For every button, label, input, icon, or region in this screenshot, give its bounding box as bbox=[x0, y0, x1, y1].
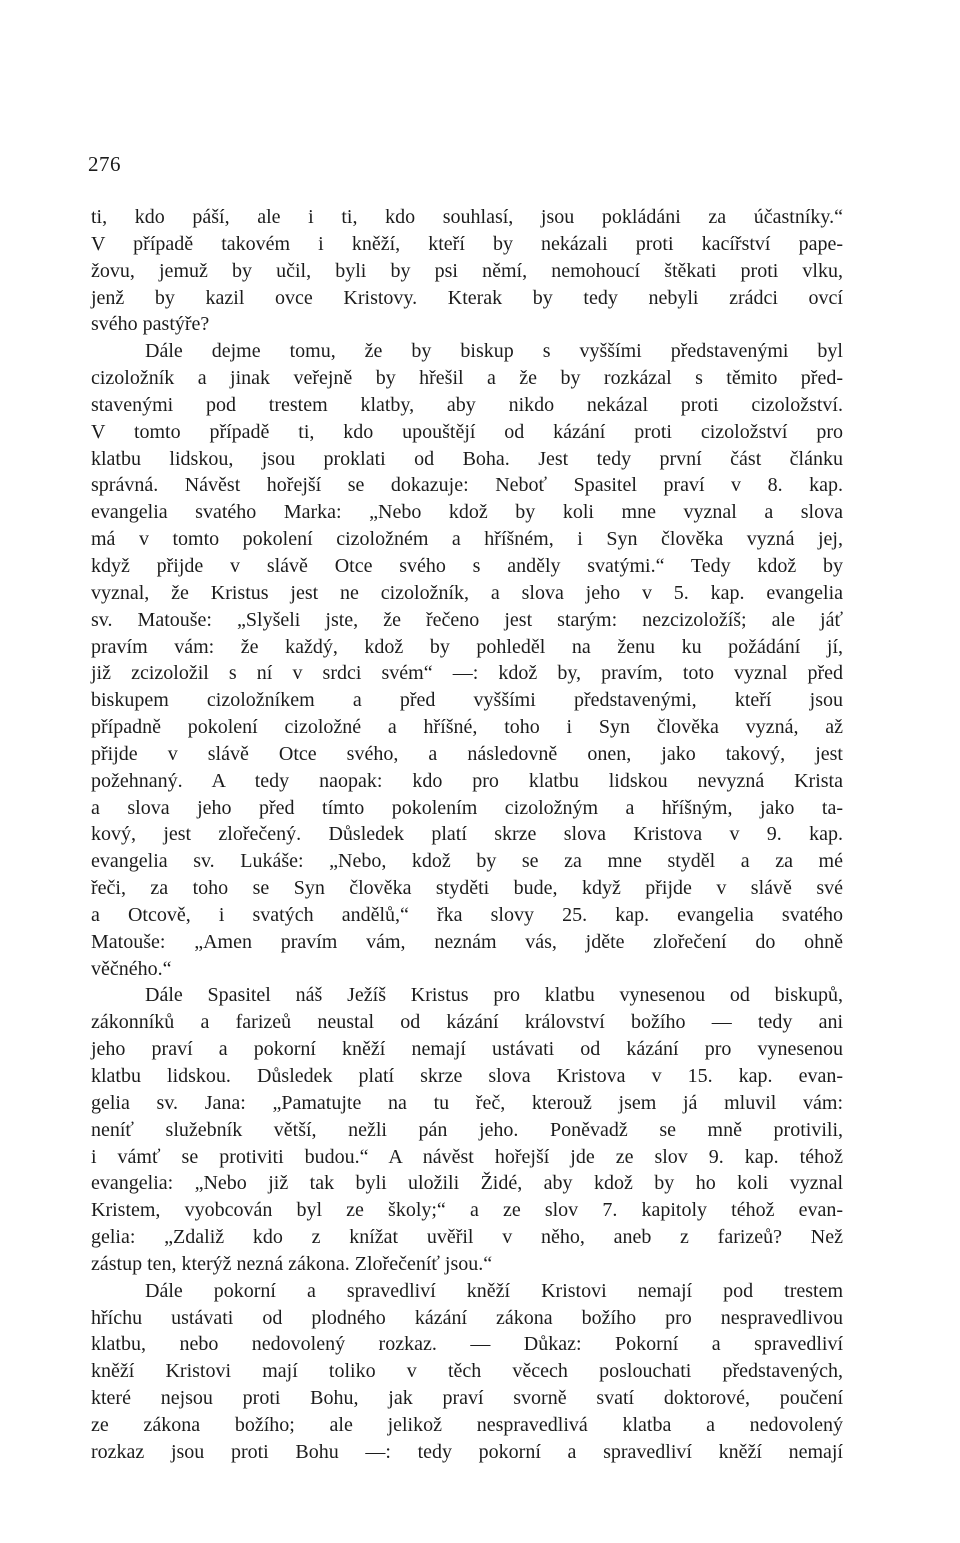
text-line: požehnaný. A tedy naopak: kdo pro klatbu lidskou nevyzná Krista bbox=[91, 769, 843, 792]
text-line: přijde v slávě Otce svého, a následovně onen, jako takový, jest bbox=[91, 742, 843, 765]
text-line: správná. Návěst hořejší se dokazuje: Neboť Spasitel praví v 8. kap. bbox=[91, 474, 843, 497]
text-line: gelia: „Zdaliž kdo z knížat uvěřil v něho, aneb z farizeů? Než bbox=[91, 1226, 843, 1249]
text-line: řeči, za toho se Syn člověka styděti bude, když přijde v slávě své bbox=[91, 877, 843, 900]
text-line: jeho praví a pokorní kněží nemají ustávati od kázání pro vynesenou bbox=[91, 1038, 843, 1061]
text-line: Dále Spasitel náš Ježíš Kristus pro klatbu vynesenou od biskupů, bbox=[145, 984, 843, 1007]
text-line: evangelia sv. Lukáše: „Nebo, kdož by se za mne styděl a za mé bbox=[91, 850, 843, 873]
text-line: evangelia: „Nebo již tak byli uložili Židé, aby kdož by ho koli vyznal bbox=[91, 1172, 843, 1195]
text-line: vyznal, že Kristus jest ne cizoložník, a slova jeho v 5. kap. evangelia bbox=[91, 581, 843, 604]
text-line: zákonníků a farizeů neustal od kázání království božího — tedy ani bbox=[91, 1011, 843, 1034]
text-line: hříchu ustávati od plodného kázání zákona božího pro nespravedlivou bbox=[91, 1306, 843, 1329]
text-line: sv. Matouše: „Slyšeli jste, že řečeno jest starým: nezcizoložíš; ale jáť bbox=[91, 608, 843, 631]
text-body bbox=[91, 204, 843, 1466]
text-line: V tomto případě ti, kdo upouštějí od kázání proti cizoložství pro bbox=[91, 420, 843, 443]
text-line: případně pokolení cizoložné a hříšné, toho i Syn člověka vyzná, až bbox=[91, 716, 843, 739]
text-line: má v tomto pokolení cizoložném a hříšném, i Syn člověka vyzná jej, bbox=[91, 528, 843, 551]
text-line: i vámť se protiviti budou.“ A návěst hořejší jde ze slov 9. kap. téhož bbox=[91, 1145, 843, 1168]
text-line: ti, kdo páší, ale i ti, kdo souhlasí, jsou pokládáni za účastníky.“ bbox=[91, 206, 843, 228]
text-line: Matouše: „Amen pravím vám, neznám vás, jděte zlořečení do ohně bbox=[91, 930, 843, 953]
text-line: svého pastýře? bbox=[91, 313, 210, 336]
page-number: 276 bbox=[88, 152, 121, 176]
text-line: V případě takovém i kněží, kteří by nekázali proti kacířství pape- bbox=[91, 232, 843, 255]
text-line: kněží Kristovi mají toliko v těch věcech poslouchati představených, bbox=[91, 1360, 843, 1383]
text-line: klatbu lidskou. Důsledek platí skrze slova Kristova v 15. kap. evan- bbox=[91, 1065, 843, 1087]
text-line: klatbu, nebo nedovolený rozkaz. — Důkaz: Pokorní a spravedliví bbox=[91, 1333, 843, 1356]
text-line: klatbu lidskou, jsou proklati od Boha. Jest tedy první část článku bbox=[91, 447, 843, 470]
text-line: žovu, jemuž by učil, byli by psi němí, nemohoucí štěkati proti vlku, bbox=[91, 259, 843, 282]
text-line: Dále pokorní a spravedliví kněží Kristovi nemají pod trestem bbox=[145, 1279, 843, 1302]
text-line: Kristem, vyobcován byl ze školy;“ a ze slov 7. kapitoly téhož evan- bbox=[91, 1199, 843, 1222]
text-line: ze zákona božího; ale jelikož nespravedlivá klatba a nedovolený bbox=[91, 1413, 843, 1436]
text-line: a slova jeho před tímto pokolením cizoložným a hříšným, jako ta- bbox=[91, 796, 843, 819]
text-line: cizoložník a jinak veřejně by hřešil a že by rozkázal s těmito před- bbox=[91, 367, 843, 390]
text-line: věčného.“ bbox=[91, 957, 172, 980]
text-line: již zcizoložil s ní v srdci svém“ —: kdož by, pravím, toto vyznal před bbox=[91, 662, 843, 685]
text-line: gelia sv. Jana: „Pamatujte na tu řeč, kterouž jsem já mluvil vám: bbox=[91, 1091, 843, 1114]
text-line: a Otcově, i svatých andělů,“ řka slovy 25. kap. evangelia svatého bbox=[91, 903, 843, 926]
text-line: jenž by kazil ovce Kristovy. Kterak by tedy nebyli zrádci ovcí bbox=[91, 286, 843, 309]
text-line: pravím vám: že každý, kdož by pohleděl na ženu ku požádání jí, bbox=[91, 635, 843, 658]
text-line: rozkaz jsou proti Bohu —: tedy pokorní a spravedliví kněží nemají bbox=[91, 1440, 843, 1463]
text-line: kový, jest zlořečený. Důsledek platí skrze slova Kristova v 9. kap. bbox=[91, 823, 843, 846]
text-line: evangelia svatého Marka: „Nebo kdož by koli mne vyznal a slova bbox=[91, 501, 843, 524]
text-line: stavenými pod trestem klatby, aby nikdo nekázal proti cizoložství. bbox=[91, 393, 843, 416]
text-line: když přijde v slávě Otce svého s anděly svatými.“ Tedy kdož by bbox=[91, 554, 843, 577]
text-line: které nejsou proti Bohu, jak praví svorně svatí doktorové, poučení bbox=[91, 1387, 843, 1410]
text-line: biskupem cizoložníkem a před vyššími představenými, kteří jsou bbox=[91, 689, 843, 712]
text-line: neníť služebník větší, nežli pán jeho. Poněvadž se mně protivili, bbox=[91, 1118, 843, 1141]
text-line: Dále dejme tomu, že by biskup s vyššími představenými byl bbox=[145, 340, 843, 363]
text-line: zástup ten, kterýž nezná zákona. Zlořečeníť jsou.“ bbox=[91, 1252, 493, 1275]
